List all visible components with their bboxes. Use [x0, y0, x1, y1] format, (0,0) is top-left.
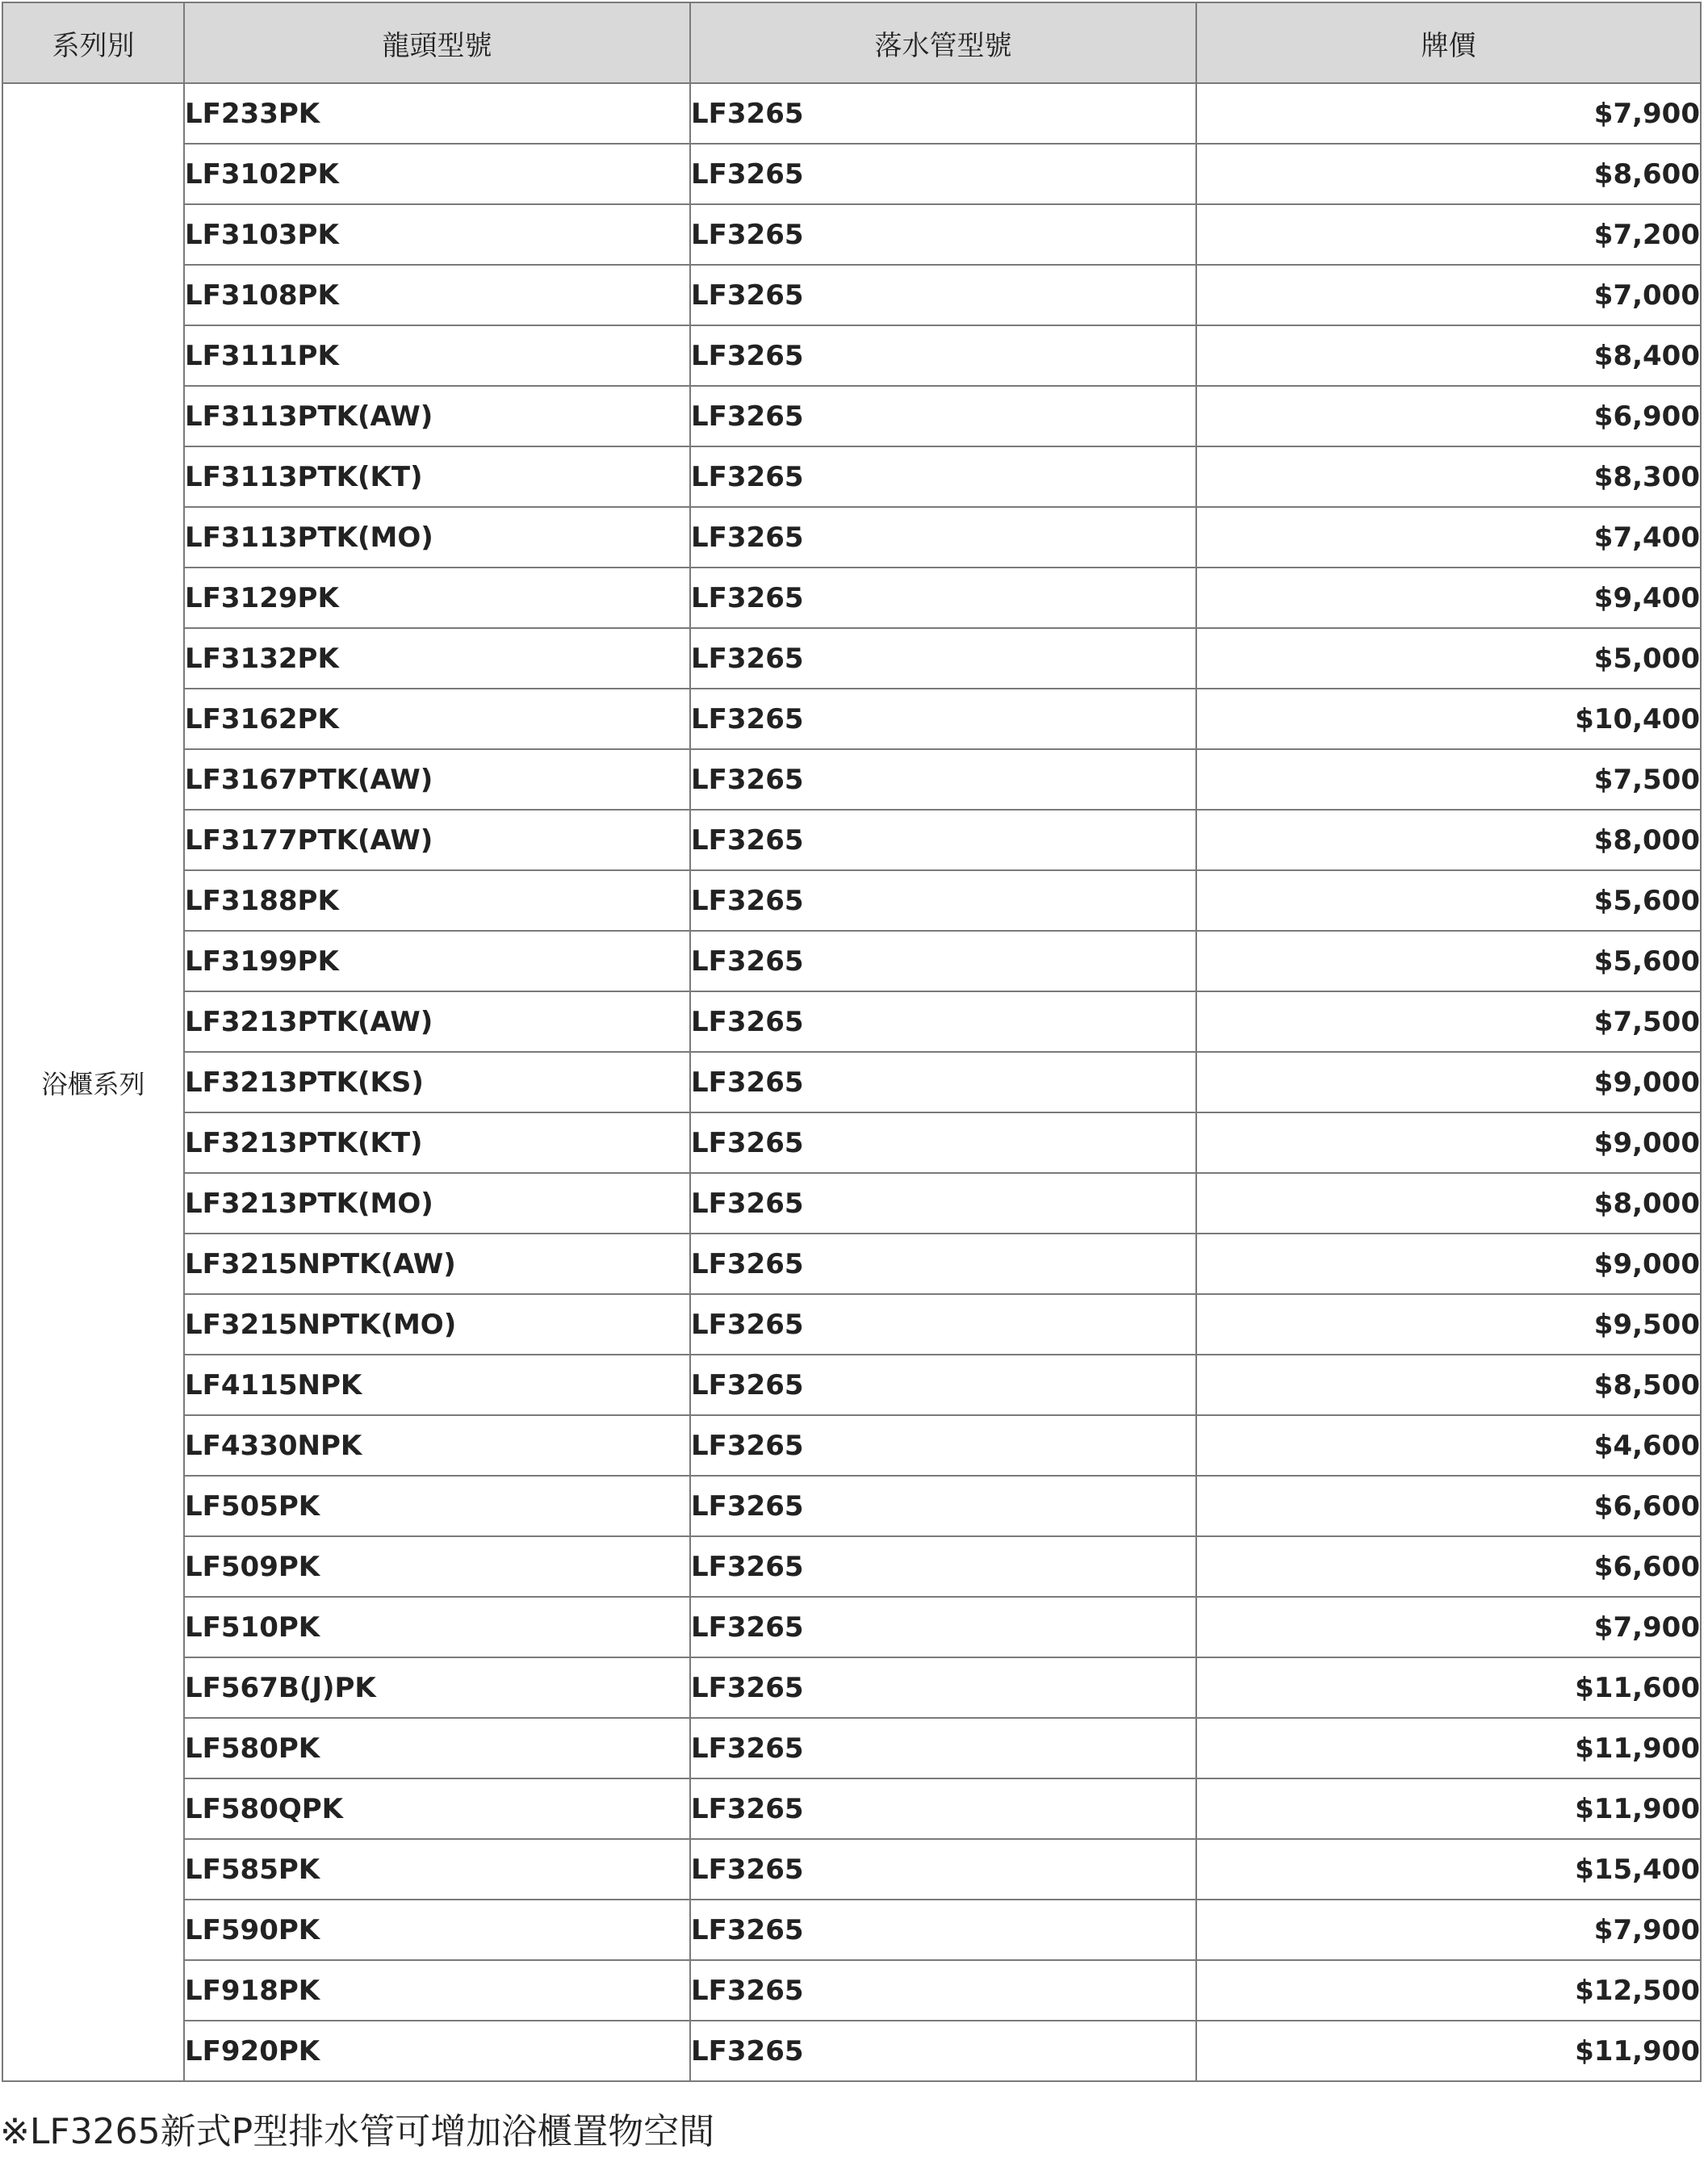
drain-model-cell: LF3265 — [690, 628, 1196, 689]
drain-model-cell: LF3265 — [690, 689, 1196, 749]
table-row — [2, 1900, 1701, 1960]
table-row — [2, 1355, 1701, 1415]
drain-model-cell: LF3265 — [690, 870, 1196, 931]
drain-model-cell: LF3265 — [690, 507, 1196, 568]
faucet-model-cell: LF509PK — [184, 1536, 690, 1597]
faucet-model-cell: LF580PK — [184, 1718, 690, 1778]
list-price-cell: $4,600 — [1196, 1415, 1701, 1476]
table-row — [2, 1718, 1701, 1778]
table-row — [2, 1415, 1701, 1476]
table-row — [2, 1657, 1701, 1718]
drain-model-cell: LF3265 — [690, 1960, 1196, 2021]
list-price-cell: $15,400 — [1196, 1839, 1701, 1900]
faucet-model-cell: LF3129PK — [184, 568, 690, 628]
list-price-cell: $6,600 — [1196, 1476, 1701, 1536]
drain-model-cell: LF3265 — [690, 386, 1196, 446]
table-row — [2, 1597, 1701, 1657]
table-row — [2, 325, 1701, 386]
faucet-model-cell: LF3108PK — [184, 265, 690, 325]
list-price-cell: $6,900 — [1196, 386, 1701, 446]
drain-model-cell: LF3265 — [690, 83, 1196, 144]
list-price-cell: $5,000 — [1196, 628, 1701, 689]
faucet-model-cell: LF920PK — [184, 2021, 690, 2081]
drain-model-cell: LF3265 — [690, 144, 1196, 204]
drain-model-cell: LF3265 — [690, 325, 1196, 386]
list-price-cell: $9,500 — [1196, 1294, 1701, 1355]
faucet-model-cell: LF3102PK — [184, 144, 690, 204]
list-price-cell: $7,000 — [1196, 265, 1701, 325]
list-price-cell: $9,000 — [1196, 1234, 1701, 1294]
drain-model-cell: LF3265 — [690, 1657, 1196, 1718]
list-price-cell: $8,600 — [1196, 144, 1701, 204]
price-table — [2, 2, 1702, 2082]
table-row — [2, 870, 1701, 931]
table-row — [2, 507, 1701, 568]
faucet-model-cell: LF3188PK — [184, 870, 690, 931]
faucet-model-cell: LF233PK — [184, 83, 690, 144]
list-price-cell: $12,500 — [1196, 1960, 1701, 2021]
table-row — [2, 1839, 1701, 1900]
table-row — [2, 83, 1701, 144]
drain-model-cell: LF3265 — [690, 1415, 1196, 1476]
drain-model-cell: LF3265 — [690, 749, 1196, 810]
drain-model-cell: LF3265 — [690, 265, 1196, 325]
list-price-cell: $5,600 — [1196, 870, 1701, 931]
faucet-model-cell: LF3215NPTK(MO) — [184, 1294, 690, 1355]
faucet-model-cell: LF3103PK — [184, 204, 690, 265]
drain-model-cell: LF3265 — [690, 991, 1196, 1052]
list-price-cell: $9,000 — [1196, 1112, 1701, 1173]
drain-model-cell: LF3265 — [690, 1536, 1196, 1597]
table-row — [2, 749, 1701, 810]
list-price-cell: $9,400 — [1196, 568, 1701, 628]
drain-model-cell: LF3265 — [690, 2021, 1196, 2081]
list-price-cell: $11,900 — [1196, 1718, 1701, 1778]
table-row — [2, 628, 1701, 689]
faucet-model-cell: LF3213PTK(KS) — [184, 1052, 690, 1112]
faucet-model-cell: LF590PK — [184, 1900, 690, 1960]
header-list-price: 牌價 — [1196, 2, 1701, 83]
list-price-cell: $6,600 — [1196, 1536, 1701, 1597]
faucet-model-cell: LF4330NPK — [184, 1415, 690, 1476]
header-row — [2, 2, 1701, 83]
faucet-model-cell: LF3213PTK(KT) — [184, 1112, 690, 1173]
list-price-cell: $7,900 — [1196, 83, 1701, 144]
header-series: 系列別 — [2, 2, 184, 83]
list-price-cell: $11,600 — [1196, 1657, 1701, 1718]
list-price-cell: $5,600 — [1196, 931, 1701, 991]
header-faucet-model: 龍頭型號 — [184, 2, 690, 83]
drain-model-cell: LF3265 — [690, 931, 1196, 991]
drain-model-cell: LF3265 — [690, 1778, 1196, 1839]
table-row — [2, 1778, 1701, 1839]
list-price-cell: $9,000 — [1196, 1052, 1701, 1112]
faucet-model-cell: LF3111PK — [184, 325, 690, 386]
faucet-model-cell: LF918PK — [184, 1960, 690, 2021]
table-row — [2, 568, 1701, 628]
series-cell: 浴櫃系列 — [2, 83, 184, 2081]
drain-model-cell: LF3265 — [690, 1234, 1196, 1294]
list-price-cell: $7,900 — [1196, 1597, 1701, 1657]
list-price-cell: $7,200 — [1196, 204, 1701, 265]
drain-model-cell: LF3265 — [690, 1718, 1196, 1778]
faucet-model-cell: LF3113PTK(AW) — [184, 386, 690, 446]
faucet-model-cell: LF510PK — [184, 1597, 690, 1657]
table-row — [2, 1173, 1701, 1234]
faucet-model-cell: LF3215NPTK(AW) — [184, 1234, 690, 1294]
list-price-cell: $8,000 — [1196, 1173, 1701, 1234]
drain-model-cell: LF3265 — [690, 204, 1196, 265]
list-price-cell: $8,300 — [1196, 446, 1701, 507]
table-row — [2, 689, 1701, 749]
table-row — [2, 144, 1701, 204]
table-row — [2, 931, 1701, 991]
faucet-model-cell: LF3132PK — [184, 628, 690, 689]
footnote: ※LF3265新式P型排水管可增加浴櫃置物空間 — [0, 2111, 715, 2152]
faucet-model-cell: LF3199PK — [184, 931, 690, 991]
faucet-model-cell: LF3177PTK(AW) — [184, 810, 690, 870]
faucet-model-cell: LF567B(J)PK — [184, 1657, 690, 1718]
drain-model-cell: LF3265 — [690, 1839, 1196, 1900]
faucet-model-cell: LF3213PTK(AW) — [184, 991, 690, 1052]
faucet-model-cell: LF505PK — [184, 1476, 690, 1536]
drain-model-cell: LF3265 — [690, 1052, 1196, 1112]
faucet-model-cell: LF3113PTK(KT) — [184, 446, 690, 507]
list-price-cell: $7,400 — [1196, 507, 1701, 568]
header-drain-model: 落水管型號 — [690, 2, 1196, 83]
table-row — [2, 1960, 1701, 2021]
faucet-model-cell: LF3213PTK(MO) — [184, 1173, 690, 1234]
drain-model-cell: LF3265 — [690, 1173, 1196, 1234]
table-row — [2, 1294, 1701, 1355]
drain-model-cell: LF3265 — [690, 1597, 1196, 1657]
faucet-model-cell: LF585PK — [184, 1839, 690, 1900]
faucet-model-cell: LF3167PTK(AW) — [184, 749, 690, 810]
list-price-cell: $8,400 — [1196, 325, 1701, 386]
table-row — [2, 810, 1701, 870]
table-row — [2, 1052, 1701, 1112]
table-row — [2, 2021, 1701, 2081]
list-price-cell: $7,900 — [1196, 1900, 1701, 1960]
drain-model-cell: LF3265 — [690, 1476, 1196, 1536]
drain-model-cell: LF3265 — [690, 446, 1196, 507]
drain-model-cell: LF3265 — [690, 810, 1196, 870]
drain-model-cell: LF3265 — [690, 1900, 1196, 1960]
table-row — [2, 446, 1701, 507]
drain-model-cell: LF3265 — [690, 1294, 1196, 1355]
list-price-cell: $7,500 — [1196, 749, 1701, 810]
drain-model-cell: LF3265 — [690, 1112, 1196, 1173]
table-header — [2, 2, 1701, 83]
table-row — [2, 1112, 1701, 1173]
list-price-cell: $7,500 — [1196, 991, 1701, 1052]
list-price-cell: $8,500 — [1196, 1355, 1701, 1415]
faucet-model-cell: LF3113PTK(MO) — [184, 507, 690, 568]
table-row — [2, 1536, 1701, 1597]
table-row — [2, 991, 1701, 1052]
table-row — [2, 386, 1701, 446]
table-row — [2, 204, 1701, 265]
faucet-model-cell: LF580QPK — [184, 1778, 690, 1839]
list-price-cell: $8,000 — [1196, 810, 1701, 870]
list-price-cell: $11,900 — [1196, 2021, 1701, 2081]
faucet-model-cell: LF3162PK — [184, 689, 690, 749]
table-row — [2, 1476, 1701, 1536]
drain-model-cell: LF3265 — [690, 568, 1196, 628]
drain-model-cell: LF3265 — [690, 1355, 1196, 1415]
table-body — [2, 83, 1701, 2081]
list-price-cell: $10,400 — [1196, 689, 1701, 749]
table-row — [2, 1234, 1701, 1294]
faucet-model-cell: LF4115NPK — [184, 1355, 690, 1415]
table-row — [2, 265, 1701, 325]
list-price-cell: $11,900 — [1196, 1778, 1701, 1839]
